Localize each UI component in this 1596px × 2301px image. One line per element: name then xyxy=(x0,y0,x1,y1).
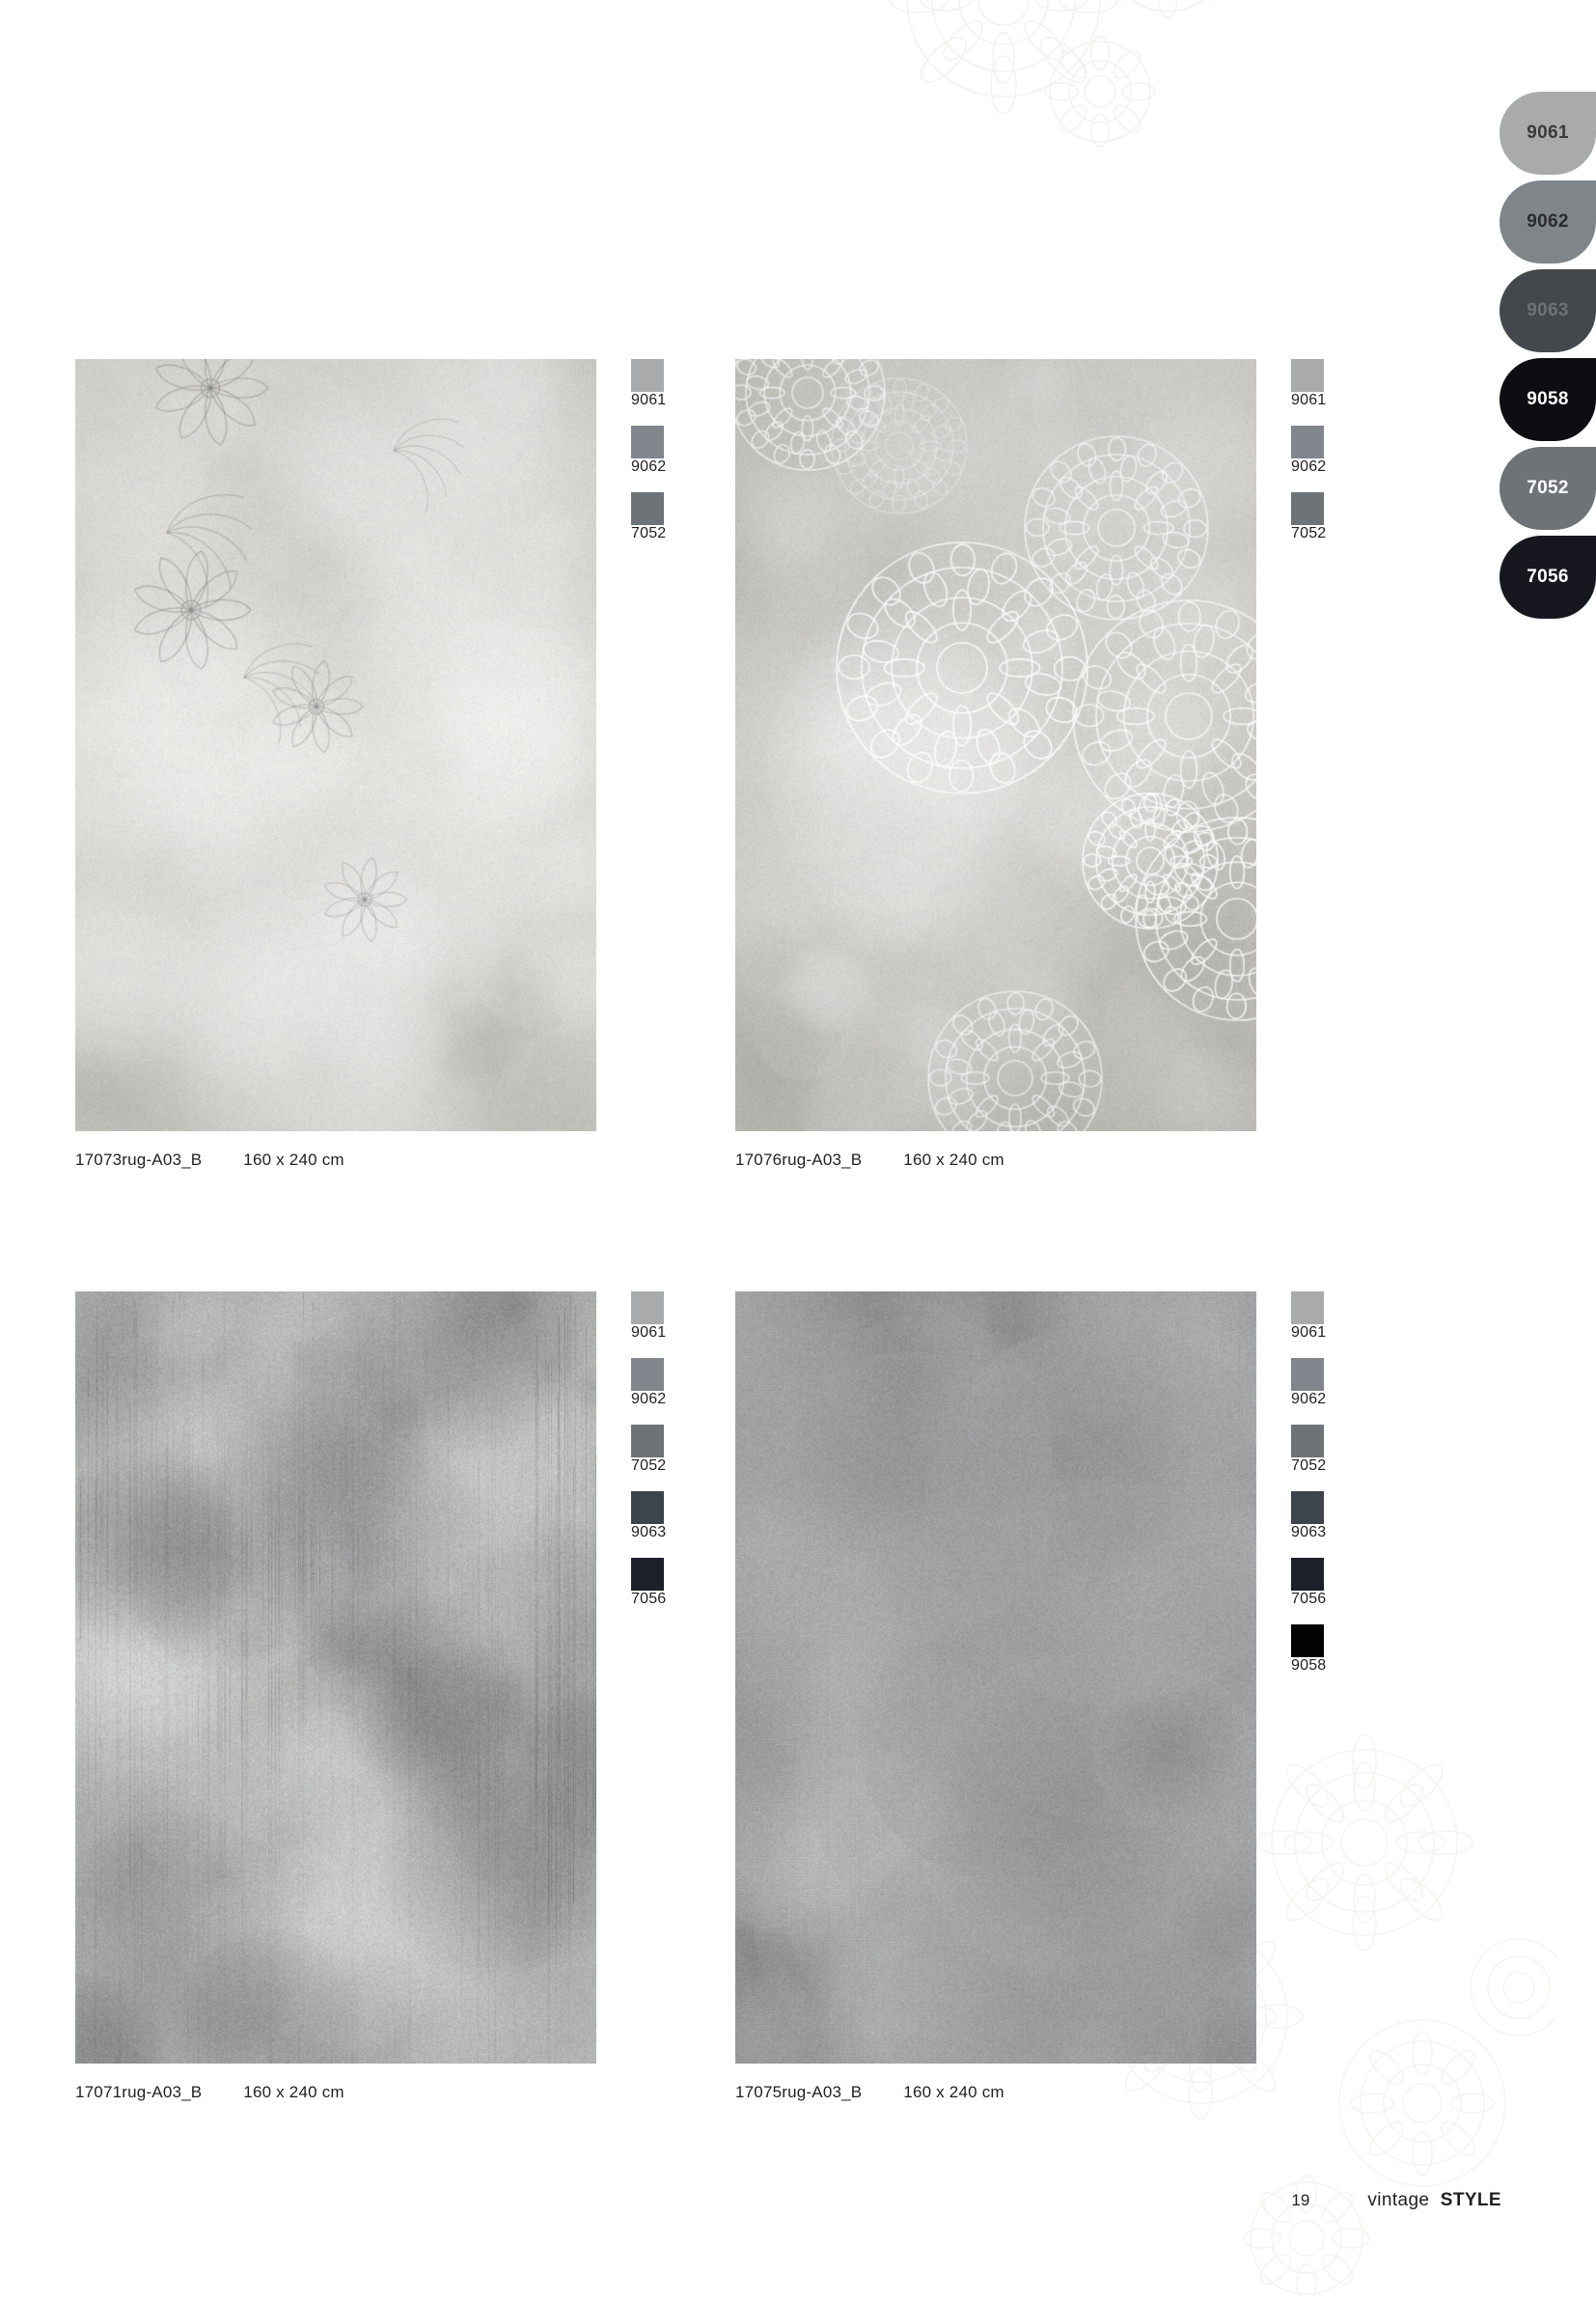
legend-chip-9061 xyxy=(1291,359,1324,392)
legend-item xyxy=(631,426,689,476)
legend-chip-7052 xyxy=(1291,492,1324,525)
legend-chip-9062 xyxy=(1291,1358,1324,1391)
legend-item xyxy=(631,492,689,542)
legend-item xyxy=(1291,492,1349,542)
page-number: 19 xyxy=(1291,2191,1310,2209)
product-code: 17073rug-A03_B xyxy=(75,1150,203,1169)
legend-chip-9062 xyxy=(631,1358,664,1391)
legend-chip-7056 xyxy=(1291,1558,1324,1591)
product-card-17073 xyxy=(75,359,667,1169)
legend-item xyxy=(1291,1624,1349,1675)
legend-chip-9063 xyxy=(1291,1491,1324,1524)
colour-tab-9063[interactable] xyxy=(1500,269,1596,352)
rug-image-17071[interactable] xyxy=(75,1291,596,2064)
product-size: 160 x 240 cm xyxy=(243,1150,344,1169)
legend-chip-label: 7052 xyxy=(1291,1457,1327,1474)
brand-word-style: STYLE xyxy=(1440,2190,1501,2210)
legend-chip-7056 xyxy=(631,1558,664,1591)
rug-image-17073[interactable] xyxy=(75,359,596,1131)
colour-tab-label: 9058 xyxy=(1527,389,1569,409)
legend-chip-9061 xyxy=(631,1291,664,1324)
legend-chip-label: 9061 xyxy=(631,392,667,408)
product-card-17075 xyxy=(735,1291,1327,2101)
legend-chip-9062 xyxy=(1291,426,1324,458)
product-caption-17076 xyxy=(735,1150,1004,1170)
legend-item xyxy=(631,1291,689,1342)
legend-chip-label: 9063 xyxy=(631,1524,667,1540)
colour-legend-17073 xyxy=(631,359,689,559)
colour-tab-label: 9061 xyxy=(1527,123,1569,143)
legend-item xyxy=(631,359,689,409)
colour-tab-9061[interactable] xyxy=(1500,92,1596,175)
legend-item xyxy=(1291,1291,1349,1342)
legend-item xyxy=(1291,1358,1349,1408)
product-caption-17073 xyxy=(75,1150,344,1170)
legend-item xyxy=(631,1491,689,1541)
legend-chip-label: 7052 xyxy=(631,525,667,541)
rug-image-17075[interactable] xyxy=(735,1291,1256,2064)
product-code: 17075rug-A03_B xyxy=(735,2083,863,2101)
legend-chip-7052 xyxy=(1291,1425,1324,1457)
product-caption-17075 xyxy=(735,2083,1004,2102)
legend-item xyxy=(1291,1491,1349,1541)
legend-chip-9061 xyxy=(631,359,664,392)
legend-item xyxy=(1291,359,1349,409)
legend-chip-7052 xyxy=(631,492,664,525)
legend-chip-label: 9062 xyxy=(1291,1391,1327,1407)
legend-chip-9058 xyxy=(1291,1624,1324,1657)
legend-chip-label: 7056 xyxy=(1291,1591,1327,1607)
product-size: 160 x 240 cm xyxy=(903,1150,1004,1169)
colour-tab-label: 9062 xyxy=(1527,211,1569,232)
legend-chip-9062 xyxy=(631,426,664,458)
legend-chip-label: 9058 xyxy=(1291,1657,1327,1674)
product-size: 160 x 240 cm xyxy=(903,2083,1004,2101)
legend-chip-label: 9061 xyxy=(1291,1324,1327,1341)
legend-chip-9063 xyxy=(631,1491,664,1524)
colour-tab-label: 7056 xyxy=(1527,567,1569,587)
colour-tab-7052[interactable] xyxy=(1500,447,1596,530)
colour-tab-7056[interactable] xyxy=(1500,536,1596,619)
colour-tab-rail xyxy=(1471,92,1596,624)
legend-chip-label: 7052 xyxy=(631,1457,667,1474)
product-caption-17071 xyxy=(75,2083,344,2102)
product-card-17076 xyxy=(735,359,1327,1169)
product-code: 17076rug-A03_B xyxy=(735,1150,863,1169)
product-code: 17071rug-A03_B xyxy=(75,2083,203,2101)
legend-item xyxy=(631,1558,689,1608)
legend-chip-label: 9062 xyxy=(631,458,667,475)
rug-image-17076[interactable] xyxy=(735,359,1256,1131)
page-footer xyxy=(1291,2190,1501,2211)
colour-legend-17075 xyxy=(1291,1291,1349,1691)
legend-item xyxy=(631,1425,689,1475)
legend-item xyxy=(1291,1425,1349,1475)
colour-tab-9062[interactable] xyxy=(1500,180,1596,263)
product-size: 160 x 240 cm xyxy=(243,2083,344,2101)
brand-word-vintage: vintage xyxy=(1367,2190,1430,2210)
legend-chip-label: 9062 xyxy=(1291,458,1327,475)
legend-chip-label: 9061 xyxy=(1291,392,1327,408)
legend-chip-label: 7056 xyxy=(631,1591,667,1607)
legend-chip-9061 xyxy=(1291,1291,1324,1324)
legend-item xyxy=(1291,426,1349,476)
lace-ornament-top xyxy=(811,0,1351,193)
colour-tab-label: 7052 xyxy=(1527,478,1569,498)
legend-item xyxy=(1291,1558,1349,1608)
colour-legend-17076 xyxy=(1291,359,1349,559)
legend-item xyxy=(631,1358,689,1408)
legend-chip-label: 9062 xyxy=(631,1391,667,1407)
brand-mark xyxy=(1367,2190,1501,2211)
product-card-17071 xyxy=(75,1291,667,2101)
colour-tab-9058[interactable] xyxy=(1500,358,1596,441)
legend-chip-label: 9063 xyxy=(1291,1524,1327,1540)
legend-chip-label: 9061 xyxy=(631,1324,667,1341)
colour-legend-17071 xyxy=(631,1291,689,1624)
legend-chip-7052 xyxy=(631,1425,664,1457)
colour-tab-label: 9063 xyxy=(1527,300,1569,320)
legend-chip-label: 7052 xyxy=(1291,525,1327,541)
